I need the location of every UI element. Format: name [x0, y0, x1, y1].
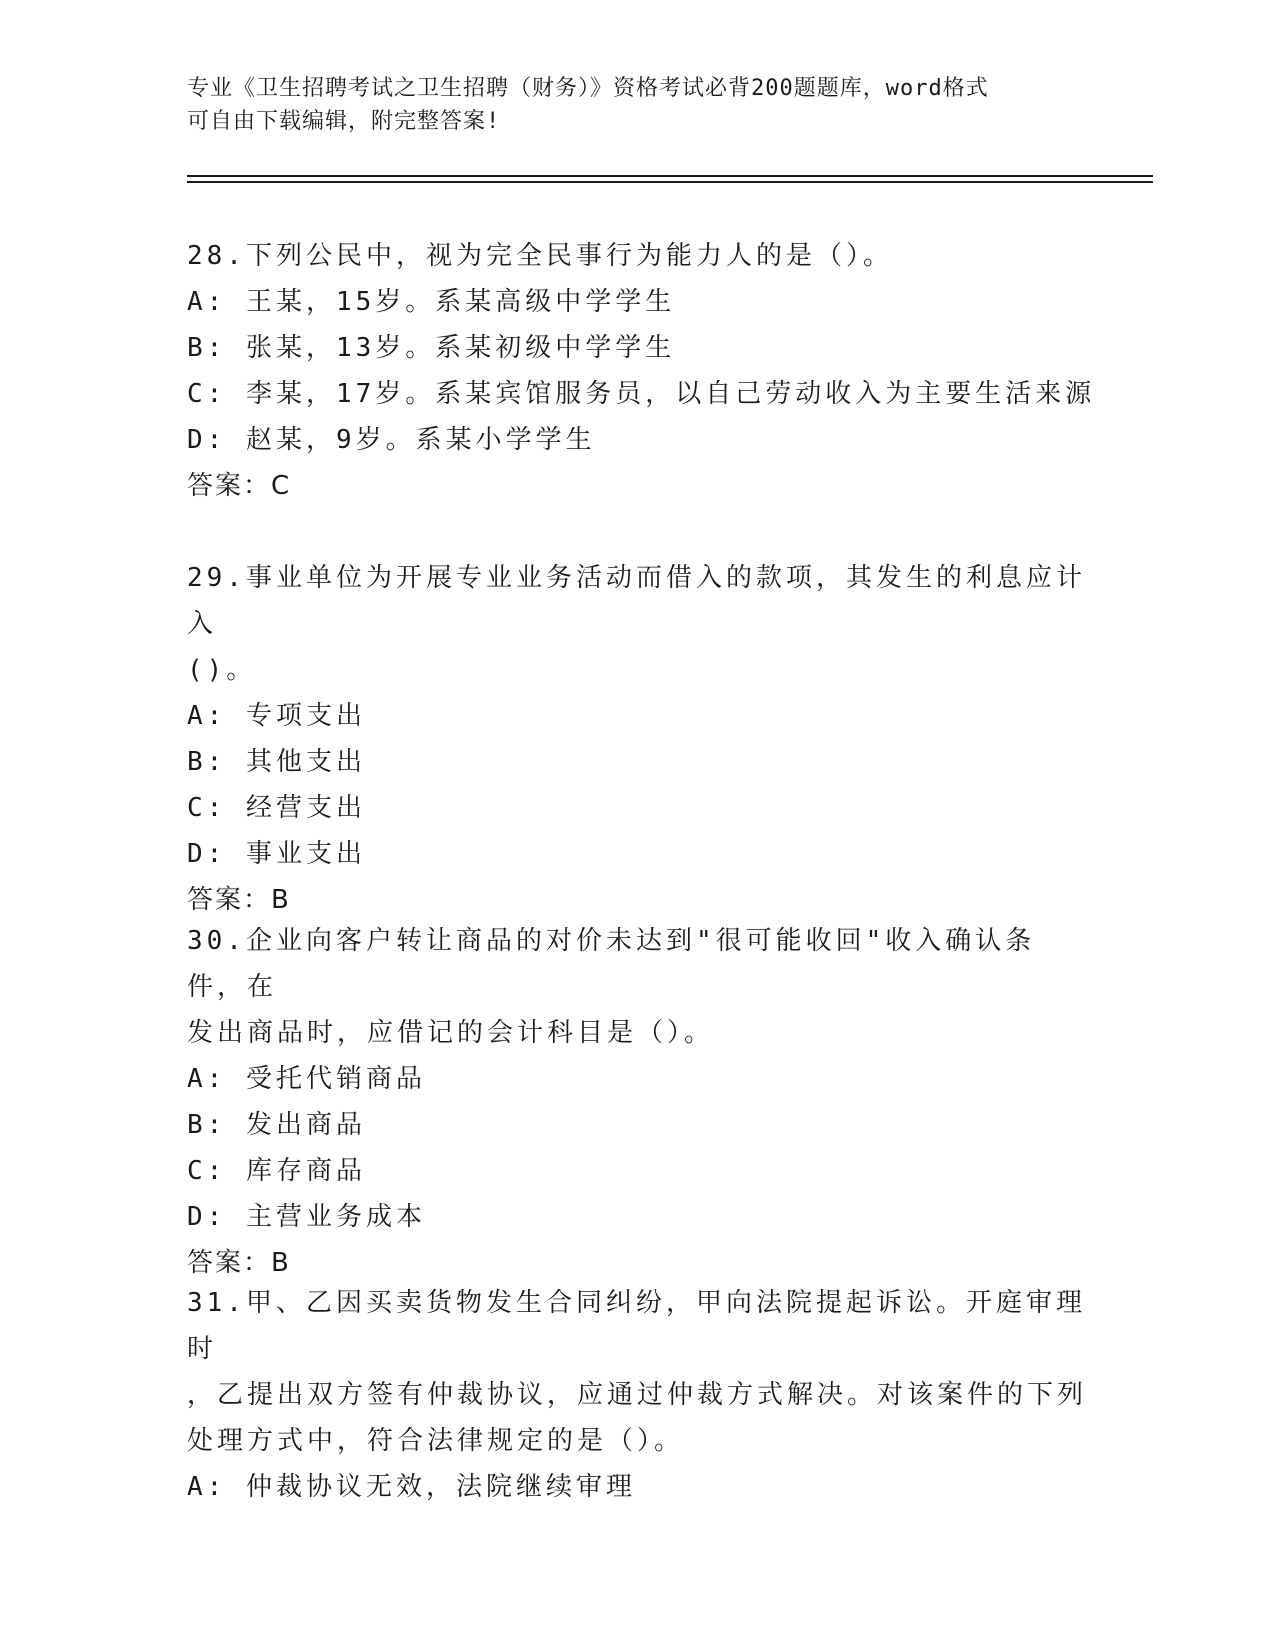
option-a: A: 仲裁协议无效，法院继续审理 — [187, 1472, 636, 1502]
header-divider-bottom — [187, 181, 1153, 183]
question-stem-line-2: 发出商品时，应借记的会计科目是（）。 — [187, 1018, 715, 1048]
header-line-2: 可自由下载编辑，附完整答案! — [187, 109, 501, 134]
question-29 — [187, 555, 1087, 923]
question-30 — [187, 918, 1087, 1286]
header-divider-top — [187, 175, 1153, 177]
question-stem-line-2: ()。 — [187, 655, 257, 685]
option-c: C: 库存商品 — [187, 1156, 366, 1186]
option-d: D: 事业支出 — [187, 839, 366, 869]
option-b: B: 发出商品 — [187, 1110, 366, 1140]
answer: 答案：B — [187, 1248, 291, 1278]
question-stem-line-1: 29.事业单位为开展专业业务活动而借入的款项，其发生的利息应计入 — [187, 563, 1086, 639]
option-d: D: 主营业务成本 — [187, 1202, 426, 1232]
option-d: D: 赵某，9岁。系某小学学生 — [187, 425, 596, 455]
document-header — [187, 72, 1087, 138]
question-31 — [187, 1280, 1087, 1510]
header-line-1: 专业《卫生招聘考试之卫生招聘（财务）》资格考试必背200题题库，word格式 — [187, 76, 989, 101]
question-28 — [187, 233, 1096, 509]
option-c: C: 经营支出 — [187, 793, 366, 823]
answer: 答案：C — [187, 471, 292, 501]
question-stem: 28.下列公民中，视为完全民事行为能力人的是（）。 — [187, 241, 893, 271]
option-b: B: 其他支出 — [187, 747, 366, 777]
option-a: A: 受托代销商品 — [187, 1064, 426, 1094]
option-b: B: 张某，13岁。系某初级中学学生 — [187, 333, 676, 363]
question-stem-line-1: 30.企业向客户转让商品的对价未达到"很可能收回"收入确认条件，在 — [187, 926, 1036, 1002]
question-stem-line-1: 31.甲、乙因买卖货物发生合同纠纷，甲向法院提起诉讼。开庭审理时 — [187, 1288, 1086, 1364]
option-a: A: 王某，15岁。系某高级中学学生 — [187, 287, 676, 317]
answer: 答案：B — [187, 885, 291, 915]
option-a: A: 专项支出 — [187, 701, 366, 731]
question-stem-line-3: 处理方式中，符合法律规定的是（）。 — [187, 1426, 685, 1456]
question-stem-line-2: ，乙提出双方签有仲裁协议，应通过仲裁方式解决。对该案件的下列 — [187, 1380, 1088, 1410]
option-c: C: 李某，17岁。系某宾馆服务员，以自己劳动收入为主要生活来源 — [187, 379, 1096, 409]
